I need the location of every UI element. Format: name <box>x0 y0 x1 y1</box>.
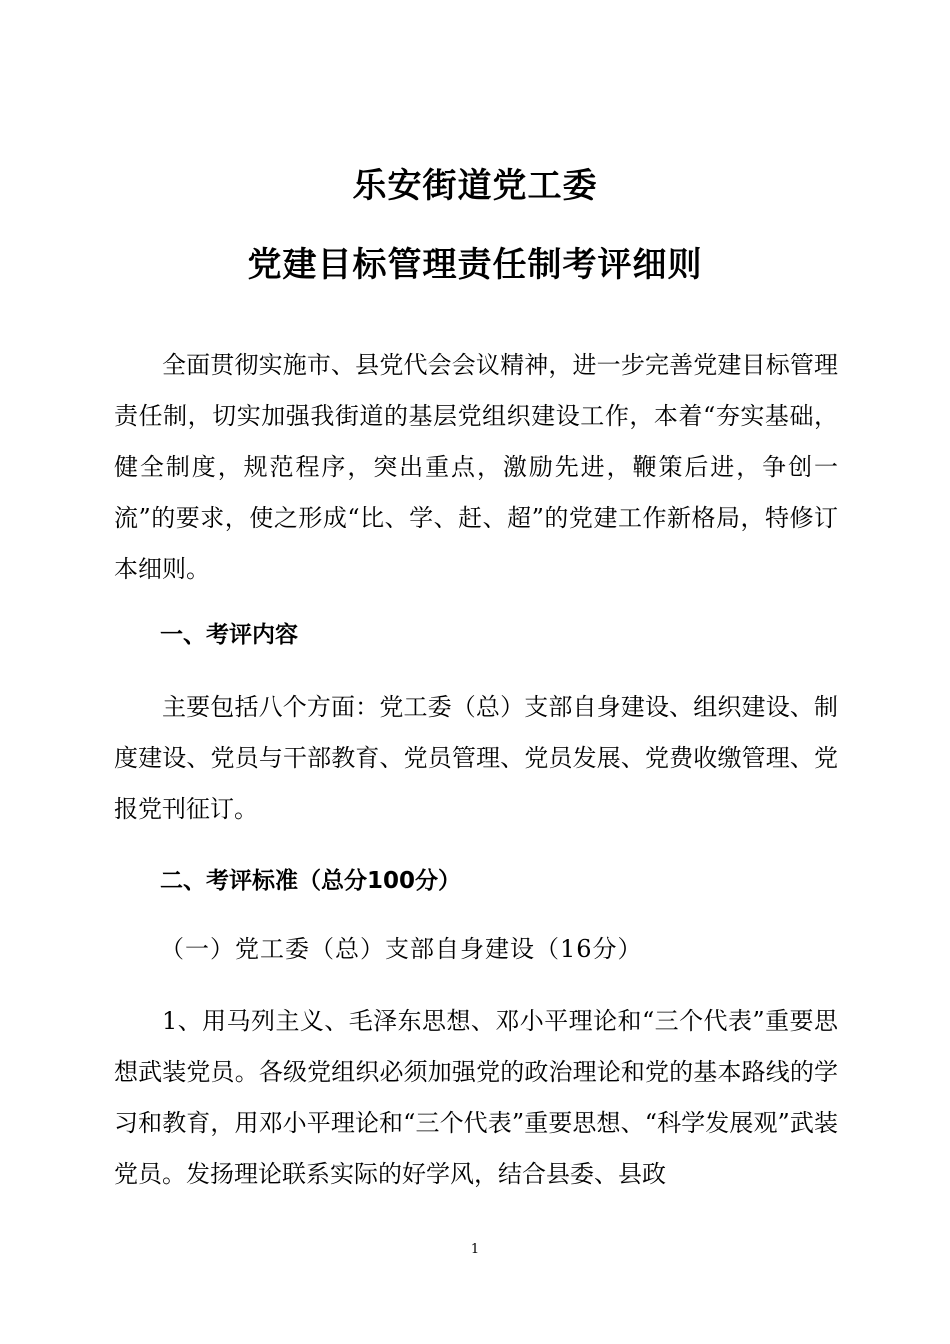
intro-paragraph: 全面贯彻实施市、县党代会会议精神，进一步完善党建目标管理责任制，切实加强我街道的基层党组织建设工作，本着“夯实基础，健全制度，规范程序，突出重点，激励先进，鞭策后进，争创一流”的要求，使之形成“比、学、赶、超”的党建工作新格局，特修订本细则。 <box>114 351 838 583</box>
document-title-line-1: 乐安街道党工委 <box>352 166 598 206</box>
item-1-paragraph: 1、用马列主义、毛泽东思想、邓小平理论和“三个代表”重要思想武装党员。各级党组织必须加强党的政治理论和党的基本路线的学习和教育，用邓小平理论和“三个代表”重要思想、“科学发展观”武装党员。发扬理论联系实际的好学风，结合县委、县政 <box>114 1007 838 1188</box>
section-content-paragraph: 主要包括八个方面：党工委（总）支部自身建设、组织建设、制度建设、党员与干部教育、党员管理、党员发展、党费收缴管理、党报党刊征订。 <box>114 693 838 823</box>
section-heading-standards: 二、考评标准（总分100分） <box>160 868 462 894</box>
document-title-line-2: 党建目标管理责任制考评细则 <box>247 245 703 285</box>
section-heading-content: 一、考评内容 <box>160 622 298 648</box>
subsection-heading-self-building: （一）党工委（总）支部自身建设（16分） <box>160 935 643 963</box>
page-number: 1 <box>470 1242 480 1257</box>
